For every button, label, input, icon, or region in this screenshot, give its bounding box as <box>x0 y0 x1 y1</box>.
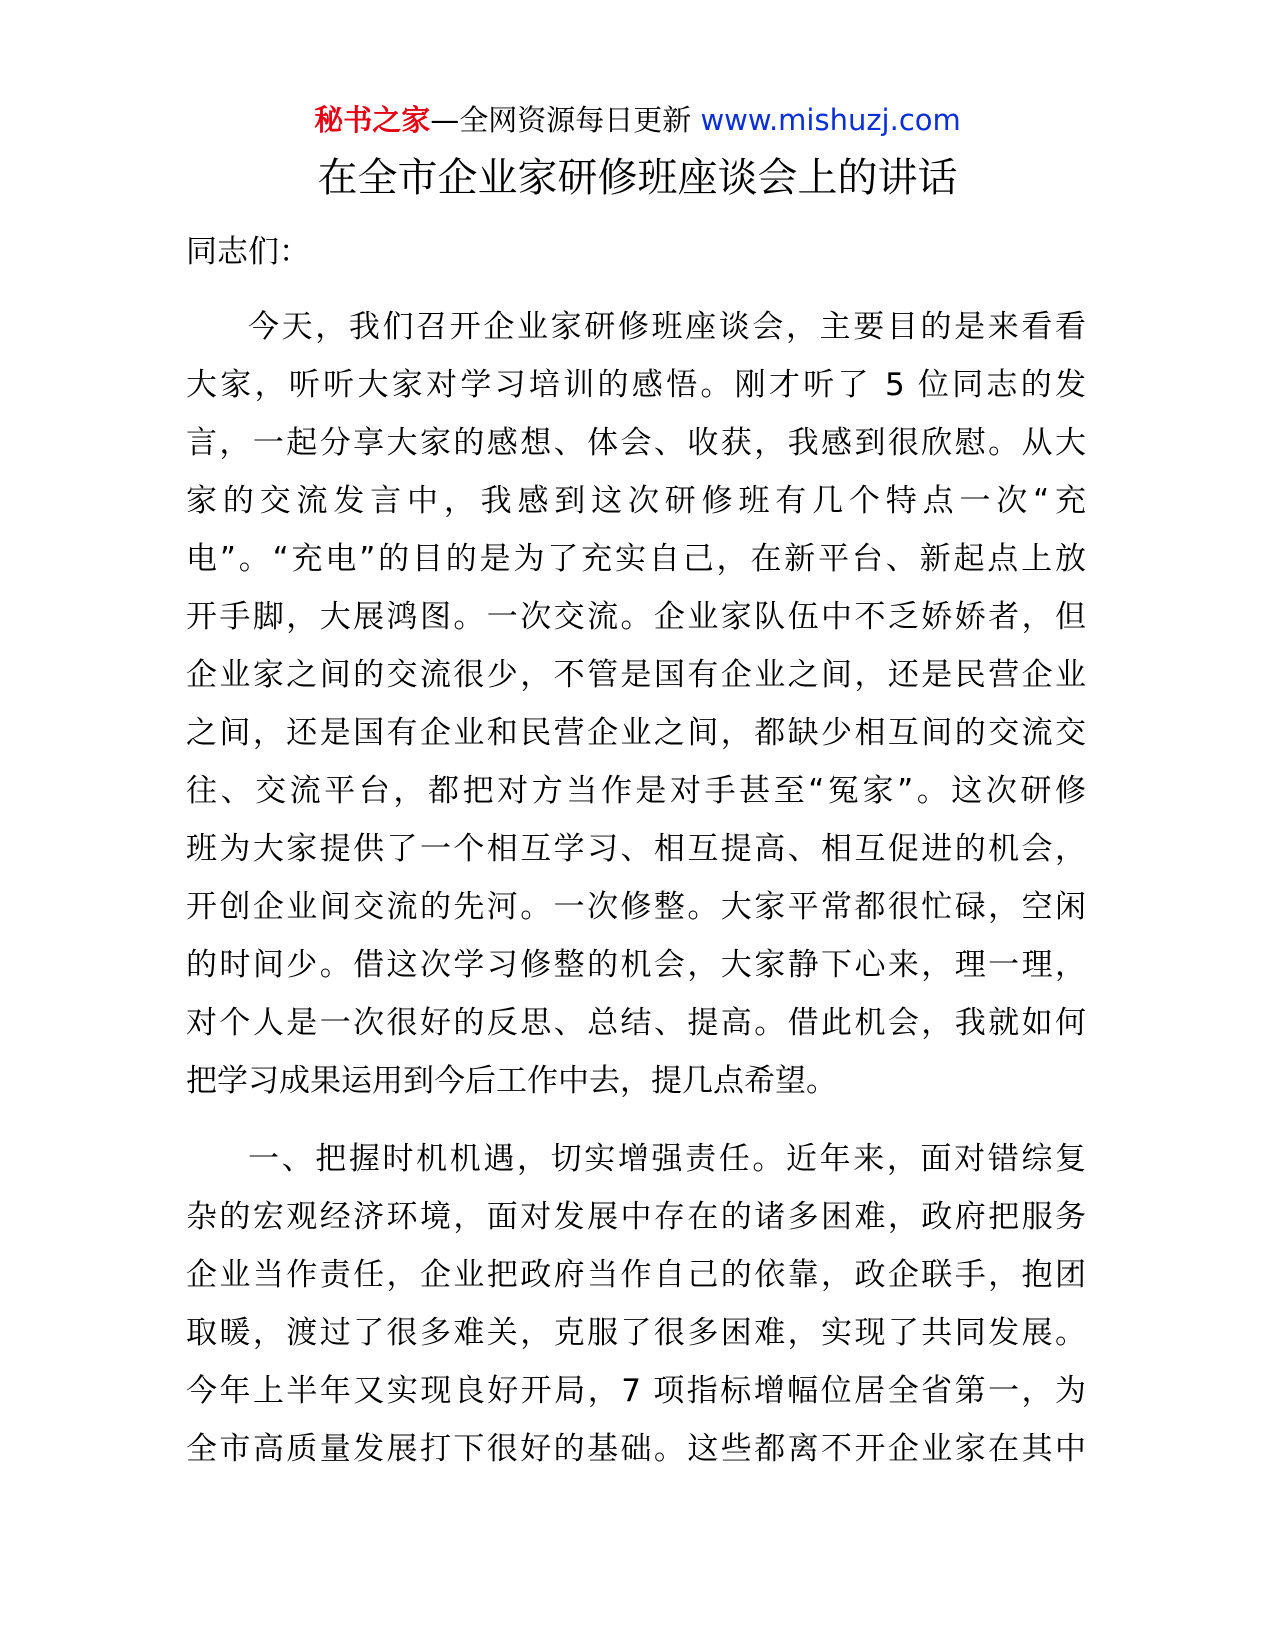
paragraph-line: 往、交流平台，都把对方当作是对手甚至“冤家”。这次研修 <box>186 773 1086 809</box>
paragraph-line: 企业家之间的交流很少，不管是国有企业之间，还是民营企业 <box>186 657 1086 693</box>
paragraph-line: 一、把握时机机遇，切实增强责任。近年来，面对错综复 <box>248 1141 1086 1177</box>
paragraph-line: 企业当作责任，企业把政府当作自己的依靠，政企联手，抱团 <box>186 1257 1086 1293</box>
header-tagline: —全网资源每日更新 <box>430 103 701 137</box>
paragraph-line: 之间，还是国有企业和民营企业之间，都缺少相互间的交流交 <box>186 715 1086 751</box>
paragraph-line: 电”。“充电”的目的是为了充实自己，在新平台、新起点上放 <box>186 541 1086 577</box>
paragraph-line: 全市高质量发展打下很好的基础。这些都离不开企业家在其中 <box>186 1431 1086 1467</box>
paragraph-line: 大家，听听大家对学习培训的感悟。刚才听了 5 位同志的发 <box>186 367 1086 403</box>
paragraph-line: 开手脚，大展鸿图。一次交流。企业家队伍中不乏娇娇者，但 <box>186 599 1086 635</box>
paragraph-line: 杂的宏观经济环境，面对发展中存在的诸多困难，政府把服务 <box>186 1199 1086 1235</box>
watermark-header <box>0 100 1275 140</box>
paragraph-line: 今年上半年又实现良好开局，7 项指标增幅位居全省第一，为 <box>186 1373 1086 1409</box>
header-url-link[interactable]: www.mishuzj.com <box>700 103 961 137</box>
paragraph-line: 的时间少。借这次学习修整的机会，大家静下心来，理一理， <box>186 947 1086 983</box>
document-title: 在全市企业家研修班座谈会上的讲话 <box>317 155 958 201</box>
paragraph-line: 取暖，渡过了很多难关，克服了很多困难，实现了共同发展。 <box>186 1315 1086 1351</box>
header-brand: 秘书之家 <box>314 103 431 137</box>
paragraph-1 <box>186 298 1086 1110</box>
salutation: 同志们： <box>186 234 310 270</box>
paragraph-line: 家的交流发言中，我感到这次研修班有几个特点一次“充 <box>186 483 1086 519</box>
paragraph-line: 对个人是一次很好的反思、总结、提高。借此机会，我就如何 <box>186 1005 1086 1041</box>
paragraph-line: 班为大家提供了一个相互学习、相互提高、相互促进的机会， <box>186 831 1086 867</box>
paragraph-line: 今天，我们召开企业家研修班座谈会，主要目的是来看看 <box>248 309 1086 345</box>
paragraph-line: 言，一起分享大家的感想、体会、收获，我感到很欣慰。从大 <box>186 425 1086 461</box>
paragraph-line: 开创企业间交流的先河。一次修整。大家平常都很忙碌，空闲 <box>186 889 1086 925</box>
paragraph-2 <box>186 1130 1086 1478</box>
paragraph-line: 把学习成果运用到今后工作中去，提几点希望。 <box>186 1063 837 1099</box>
